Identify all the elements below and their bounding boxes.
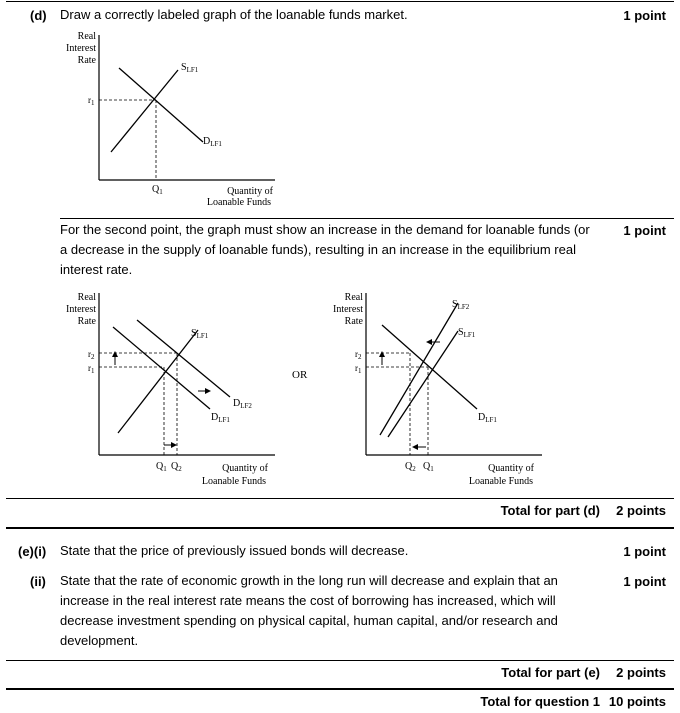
total-e-points: 2 points [616,665,666,680]
g1-demand-curve [119,68,203,142]
question-total-points: 10 points [608,694,666,709]
total-d-rule [6,498,674,499]
g3-qty-arrowhead [412,444,418,450]
g2-qty-arrowhead [171,442,177,448]
total-e-rule [6,660,674,661]
g3-rate-arrowhead [379,351,385,357]
g3-supply2-curve [380,303,458,435]
g2-x-label-2: Loanable Funds [201,476,267,487]
g1-y-label-1: Real [77,31,96,42]
g1-supply-label: $S_{LF1}$ [181,62,199,74]
g2-rate1-label: $r_1$ [88,363,95,375]
g2-shift-arrowhead [205,388,211,394]
part-e-i-text: State that the price of previously issued bonds will decrease. [60,543,409,558]
g2-y-label-3: Rate [77,316,96,327]
g1-demand-label: $D_{LF1}$ [203,136,222,148]
g3-y-label-1: Real [344,292,363,303]
or-text: OR [292,369,308,381]
g3-x-label-1: Quantity of [488,463,534,474]
top-rule [6,1,674,2]
g1-qty-label: $Q_1$ [152,184,163,196]
part-e-i-label: (e)(i) [18,544,47,559]
g3-rate2-label: $r_2$ [355,349,362,361]
g3-x-label-2: Loanable Funds [468,476,534,487]
g2-q1-label: $Q_1$ [156,461,167,473]
g2-x-label-1: Quantity of [222,463,268,474]
g2-rate-arrowhead [112,351,118,357]
total-e-label: Total for part (e) [501,665,600,680]
g2-supply-label: $S_{LF1}$ [191,328,209,340]
graph-supply-decrease [322,285,552,495]
g3-y-label-3: Rate [344,316,363,327]
g2-y-label-1: Real [77,292,96,303]
g2-rate2-label: $r_2$ [88,349,95,361]
g1-x-label-2: Loanable Funds [206,197,272,208]
g2-demand2-label: $D_{LF2}$ [233,398,252,410]
g3-supply2-label: $S_{LF2}$ [452,299,470,311]
g3-q1-label: $Q_1$ [423,461,434,473]
second-point-points: 1 point [623,223,666,238]
question-total-label: Total for question 1 [480,694,600,709]
g3-y-label-2: Interest [333,304,363,315]
part-d-points: 1 point [623,8,666,23]
graph-basic-loanable-funds [55,30,285,215]
g2-supply-curve [118,330,198,433]
part-e-i-points: 1 point [623,544,666,559]
graph-demand-increase [55,285,285,495]
second-point-text: For the second point, the graph must show an increase in the demand for loanable funds (or a decrease in the supply of loanable funds), resulting in an increase in the equilibrium real interest rate. [60,222,590,277]
g2-y-label-2: Interest [66,304,96,315]
section-separator [6,527,674,529]
g3-q2-label: $Q_2$ [405,461,416,473]
g3-supply1-curve [388,331,458,437]
g3-demand-label: $D_{LF1}$ [478,412,497,424]
part-e-ii-text: State that the rate of economic growth in the long run will decrease and explain that an increase in the real interest rate means the cost of borrowing has increased, which will decrease investment spending on physical capital, human capital, and/or research and development. [60,573,558,648]
g1-x-label-1: Quantity of [227,186,273,197]
part-e-ii-label: (ii) [30,574,46,589]
g1-y-label-2: Interest [66,43,96,54]
total-d-label: Total for part (d) [500,503,600,518]
g2-q2-label: $Q_2$ [171,461,182,473]
g1-rate-label: $r_1$ [88,95,95,107]
part-e-ii-points: 1 point [623,574,666,589]
g3-shift-arrowhead [426,339,432,345]
total-d-points: 2 points [616,503,666,518]
g2-demand1-label: $D_{LF1}$ [211,412,230,424]
g3-rate1-label: $r_1$ [355,363,362,375]
g3-supply1-label: $S_{LF1}$ [458,327,476,339]
part-d-label: (d) [30,8,47,23]
g1-y-label-3: Rate [77,55,96,66]
part-d-instruction: Draw a correctly labeled graph of the loanable funds market. [60,7,408,22]
question-total-rule [6,688,674,690]
second-point-rule [60,218,674,219]
